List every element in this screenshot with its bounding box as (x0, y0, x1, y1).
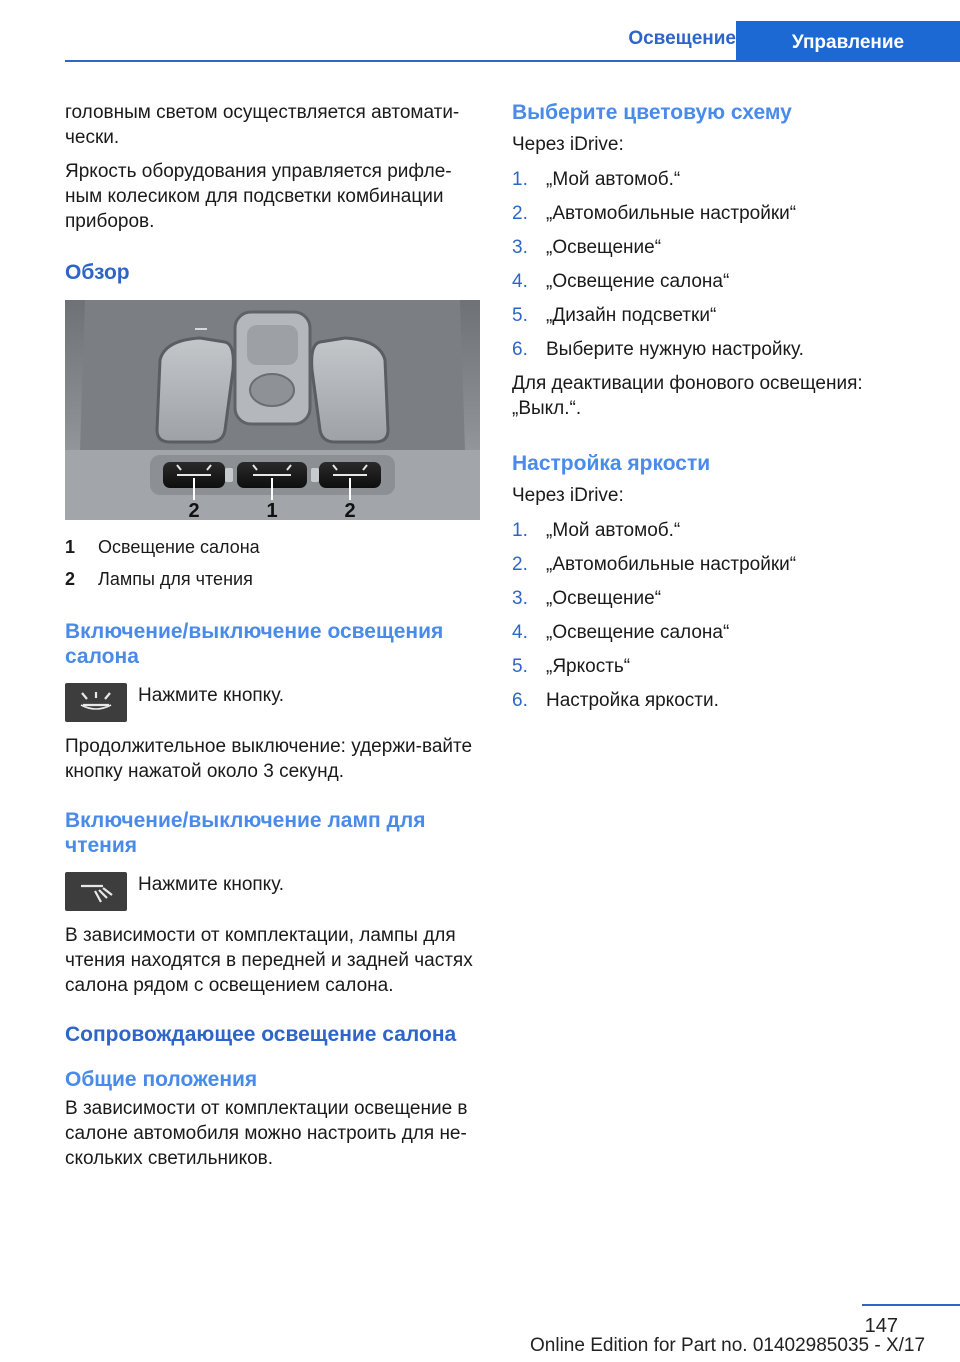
legend-text: Лампы для чтения (98, 569, 253, 589)
interior-light-instruction (65, 683, 480, 722)
figure-callout-center: 1 (266, 500, 278, 520)
color-scheme-steps (512, 163, 922, 367)
legend-item (65, 563, 480, 595)
ambient-light-heading: Сопровождающее освещение салона (65, 1023, 457, 1046)
legend-number: 2 (65, 569, 76, 589)
header-chapter-tab: Управление (736, 21, 960, 62)
figure-callout-right: 2 (344, 500, 356, 520)
legend-number: 1 (65, 537, 76, 557)
general-text: В зависимости от комплектации освещение в салоне автомобиля можно настроить для не-скольких светильников. (65, 1098, 468, 1169)
page-header (65, 0, 960, 62)
reading-lamps-instruction (65, 872, 480, 911)
interior-light-heading: Включение/выключение освещения салона (65, 620, 444, 668)
intro-paragraph-1: головным светом осуществляется автомати-чески. (65, 102, 460, 148)
brightness-steps (512, 514, 922, 718)
overhead-console-photo (65, 300, 480, 520)
header-rule (65, 60, 960, 62)
brightness-via: Через iDrive: (512, 485, 624, 506)
list-item: 4. „Освещение салона“ (512, 271, 730, 292)
legend-text: Освещение салона (98, 537, 260, 557)
list-item: 3. „Освещение“ (512, 588, 662, 609)
figure-callout-left: 2 (188, 500, 200, 520)
intro-paragraph-2: Яркость оборудования управляется рифле-ным колесиком для подсветки комбинации приборов. (65, 161, 452, 232)
color-scheme-heading: Выберите цветовую схему (512, 101, 792, 124)
list-item: 3. „Освещение“ (512, 237, 662, 258)
interior-light-button-icon (65, 683, 127, 722)
list-item: 5. „Яркость“ (512, 656, 631, 677)
list-item: 2. „Автомобильные настройки“ (512, 203, 797, 224)
list-item: 4. „Освещение салона“ (512, 622, 730, 643)
reading-lamps-note: В зависимости от комплектации, лампы для чтения находятся в передней и задней частях салона рядом с освещением салона. (65, 925, 473, 996)
right-column (512, 100, 922, 722)
header-section-title: Освещение (628, 28, 736, 49)
list-item: 6. Настройка яркости. (512, 690, 719, 711)
edition-footer: Online Edition for Part no. 01402985035 - X/17 (530, 1335, 926, 1356)
reading-lamps-heading: Включение/выключение ламп для чтения (65, 809, 426, 857)
reading-lamp-button-icon (65, 872, 127, 911)
legend-item (65, 531, 480, 563)
list-item: 2. „Автомобильные настройки“ (512, 554, 797, 575)
brightness-heading: Настройка яркости (512, 452, 711, 475)
page-number: 147 (864, 1315, 898, 1337)
reading-lamps-press-text: Нажмите кнопку. (138, 874, 285, 895)
deactivate-text: Для деактивации фонового освещения: „Выкл.“. (512, 373, 863, 419)
footer-rule (862, 1304, 960, 1306)
general-heading: Общие положения (65, 1068, 258, 1091)
list-item: 1. „Мой автомоб.“ (512, 169, 681, 190)
left-column (65, 100, 480, 1180)
figure-legend (65, 531, 480, 595)
color-scheme-via: Через iDrive: (512, 134, 624, 155)
interior-light-note: Продолжительное выключение: удержи-вайте кнопку нажатой около 3 секунд. (65, 736, 473, 782)
list-item: 1. „Мой автомоб.“ (512, 520, 681, 541)
list-item: 5. „Дизайн подсветки“ (512, 305, 717, 326)
list-item: 6. Выберите нужную настройку. (512, 339, 804, 360)
interior-light-press-text: Нажмите кнопку. (138, 685, 285, 706)
overview-heading: Обзор (65, 261, 130, 284)
